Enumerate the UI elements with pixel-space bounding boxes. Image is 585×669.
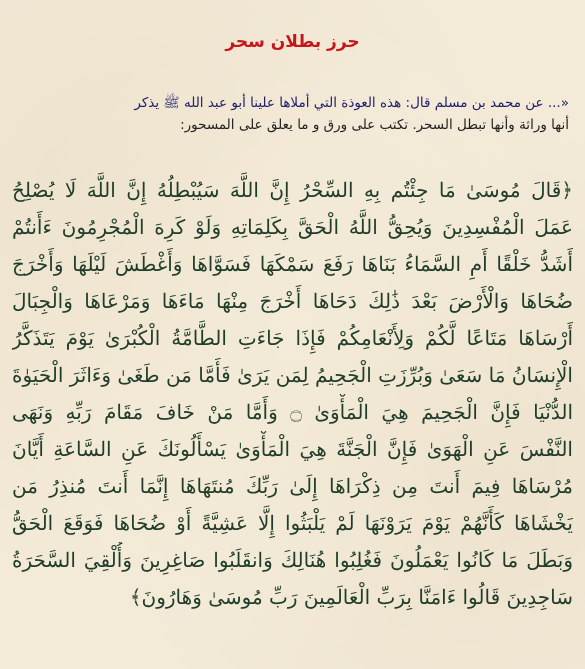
verse-line: عَمَلَ الْمُفْسِدِينَ وَيُحِقُّ اللَّهُ الْحَقَّ بِكَلِمَاتِهِ وَلَوْ كَرِهَ الْمُجْرِمُونَ ءَأَنتُمْ <box>12 215 573 239</box>
verse-line: أَشَدُّ خَلْقًا أَمِ السَّمَاءُ بَنَاهَا رَفَعَ سَمْكَهَا فَسَوَّاهَا وَأَغْطَشَ لَيْلَهَا وَأَخْرَجَ <box>12 252 573 276</box>
verse-line: الْإِنسَانُ مَا سَعَىٰ وَبُرِّزَتِ الْجَحِيمُ لِمَن يَرَىٰ فَأَمَّا مَن طَغَىٰ وَءَاثَرَ الْحَيَوٰةَ <box>12 363 573 387</box>
verse-line: أَرْسَاهَا مَتَاعًا لَّكُمْ وَلِأَنْعَامِكُمْ فَإِذَا جَاءَتِ الطَّامَّةُ الْكُبْرَىٰ يَوْمَ يَتَذَكَّرُ <box>12 326 573 350</box>
verse-line: النَّفْسَ عَنِ الْهَوَىٰ فَإِنَّ الْجَنَّةَ هِيَ الْمَأْوَىٰ يَسْأَلُونَكَ عَنِ السَّاعَةِ أَيَّانَ <box>12 437 573 461</box>
quran-verses <box>12 172 573 616</box>
verse-line: ﴿قَالَ مُوسَىٰ مَا جِئْتُم بِهِ السِّحْرُ إِنَّ اللَّهَ سَيُبْطِلُهُ إِنَّ اللَّهَ لَا يُصْلِحُ <box>12 178 573 202</box>
intro-paragraph <box>16 92 569 136</box>
intro-line-2: أنها وراثة وأنها تبطل السحر. تكتب على ورق و ما يعلق على المسحور: <box>180 117 569 133</box>
page-title: حرز بطلان سحر <box>225 32 360 52</box>
verse-line: يَخْشَاهَا كَأَنَّهُمْ يَوْمَ يَرَوْنَهَا لَمْ يَلْبَثُوا إِلَّا عَشِيَّةً أَوْ ضُحَاهَا فَوَقَعَ الْحَقُّ <box>12 511 573 535</box>
intro-line-1: «... عن محمد بن مسلم قال: هذه العوذة التي أملاها علينا أبو عبد الله ﷺ يذكر <box>134 95 569 111</box>
verse-line: الدُّنْيَا فَإِنَّ الْجَحِيمَ هِيَ الْمَأْوَىٰ ۝ وَأَمَّا مَنْ خَافَ مَقَامَ رَبِّهِ وَنَهَى <box>12 400 573 424</box>
verse-line: سَاجِدِينَ قَالُوا ءَامَنَّا بِرَبِّ الْعَالَمِينَ رَبِّ مُوسَىٰ وَهَارُونَ﴾ <box>129 585 573 609</box>
verse-line: وَبَطَلَ مَا كَانُوا يَعْمَلُونَ فَغُلِبُوا هُنَالِكَ وَانقَلَبُوا صَاغِرِينَ وَأُلْقِيَ السَّحَرَةُ <box>12 548 573 572</box>
verse-line: ضُحَاهَا وَالْأَرْضَ بَعْدَ ذَٰلِكَ دَحَاهَا أَخْرَجَ مِنْهَا مَاءَهَا وَمَرْعَاهَا وَالْجِبَالَ <box>12 289 573 313</box>
verse-line: مُرْسَاهَا فِيمَ أَنتَ مِن ذِكْرَاهَا إِلَىٰ رَبِّكَ مُنتَهَاهَا إِنَّمَا أَنتَ مُنذِرُ مَن <box>12 474 573 498</box>
